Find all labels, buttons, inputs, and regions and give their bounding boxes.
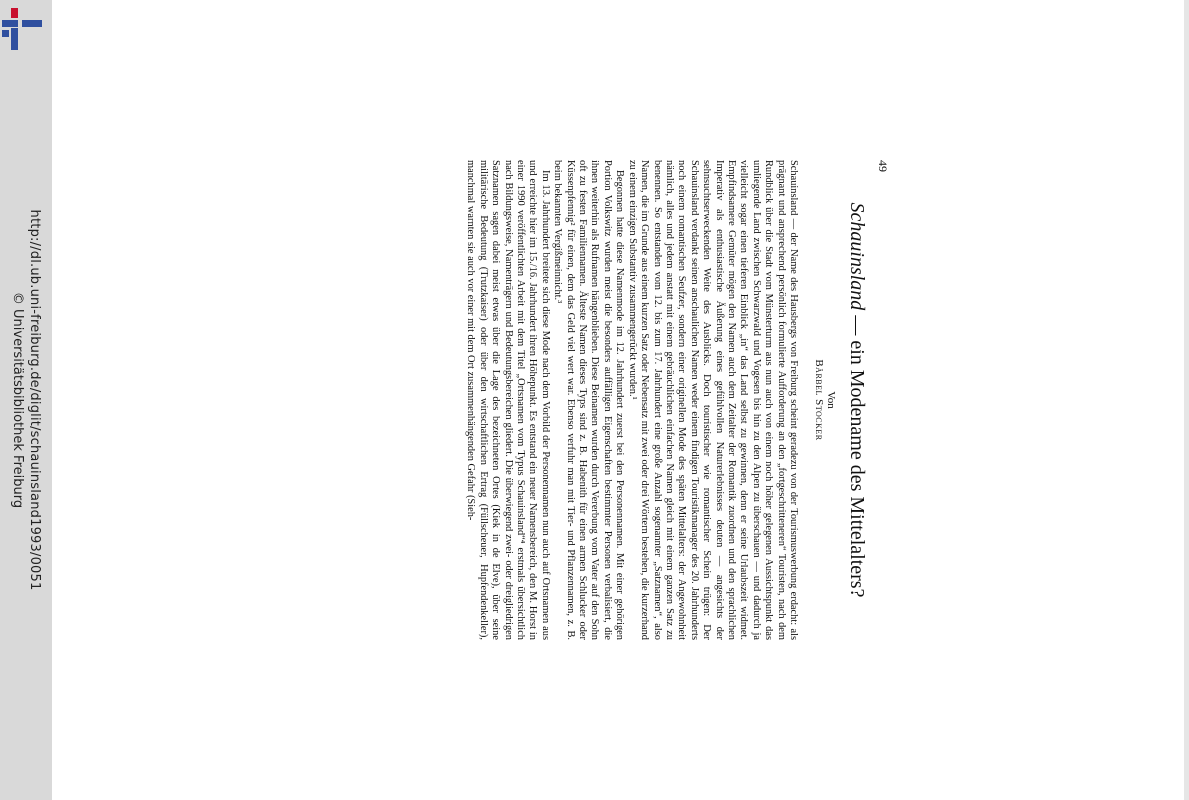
- title-italic: Schauinsland: [846, 202, 868, 311]
- paragraph: Im 13. Jahrhundert breitete sich diese Mode nach dem Vorbild der Personennamen nun auch auf Ortsnamen aus und erreichte hier im 15./16. Jahrhundert ihren Höhepunkt. Es entstand ein neuer Namensbereich, den M. Horst in einer 1990 veröffentlichten Arbeit mit dem Titel „Ortsnamen vom Typus Schauinsland“⁴ erstmals übersichtlich nach Bildungsweise, Namenträgern und Bedeutungsbereichen gliedert. Die überwiegend zwei- oder dreigliedrigen Satznamen sagen dabei meist etwas über die Lage des bezeichneten Ortes (Kiek in de Elve), über seine militärische Bedeutung (Trutzkaiser) oder über den wirtschaftlichen Ertrag (Füllscheuer, Hupfendenkeller), manchmal warnten sie auch vor einer mit dem Ort zusammenhängenden Gefahr (Sieh-: [465, 160, 551, 640]
- copyright-notice: © Universitätsbibliothek Freiburg: [10, 291, 25, 509]
- right-edge-strip: [1184, 0, 1189, 800]
- byline-von: Von: [825, 391, 837, 409]
- body-text: [464, 160, 799, 640]
- paragraph: Schauinsland — der Name des Hausbergs von Freiburg scheint geradezu von der Tourismuswerbung erdacht: als prägnant und ansprechend persönlich formulierte Aufforderung an den „fortgeschritteneren“ Touristen, nach dem Rundblick über die Stadt vom Münsterturm aus nun auch von einem noch höher gelegenen Aussichtspunkt das umliegende Land zwischen Schwarzwald und Vogesen bis hin zu den Alpen zu überschauen — und dadurch ja vielleicht sogar einen tieferen Einblick „in“ das Land selbst zu gewinnen, denn er seine Urlaubszeit widmet. Empfindsamere Gemüter mögen den Namen auch dem Zeitalter der Romantik zuordnen und den sprachlichen Imperativ als enthusiastische Äußerung eines gefühlvollen Naturerlebnisses deuten — angesichts der sehnsuchtserweckenden Weite des Ausblicks. Doch touristischer wie romantischer Schein trügen: Der Schauinsland verdankt seinen anschaulichen Namen weder einem findigen Touristikmanager des 20. Jahrhunderts noch einem romantischen Seufzer, sondern einer originellen Mode des späten Mittelalters: der Angewohnheit nämlich, alles und jedem anstatt mit einem gebräuchlichen einfachen Namen gleich mit einem ganzen Satz zu benennen. So entstanden vom 12. bis zum 17. Jahrhundert eine große Anzahl sogenannter „Satznamen“, also Namen, die im Grunde aus einem kurzen Satz oder Nebensatz mit zwei oder drei Wörtern bestehen, die kurzerhand zu einem einzigen Substantiv zusammengerückt wurden.¹: [626, 160, 799, 640]
- paragraph: Begonnen hatte diese Namenmode im 12. Jahrhundert zuerst bei den Personennamen. Mit einer gehörigen Portion Volkswitz wurden meist die besonders auffälligen Eigenschaften bestimmter Personen verbalisiert, die ihnen weiterhin als Rufnamen hängenblieben. Diese Beinamen wurden durch Vererbung vom Vater auf den Sohn oft zu festen Familiennamen. Älteste Namen dieses Typs sind z. B. Habenith für einen armen Schlucker oder Küssenpfennig² für einen, dem das Geld viel wert war. Ebenso verfuhr man mit Tier- und Pflanzennamen, z. B. beim bekannten Vergißmeinnicht.³: [552, 160, 626, 640]
- scanned-page: [350, 160, 890, 640]
- sidebar-caption: [10, 210, 42, 591]
- title-rest: — ein Modename des Mittelalters?: [846, 310, 868, 598]
- page-number: 49: [876, 160, 890, 172]
- source-url[interactable]: http://dl.ub.uni-freiburg.de/diglit/schauinsland1993/0051: [27, 209, 42, 591]
- sidebar: [0, 0, 52, 800]
- ub-freiburg-logo-icon: [0, 6, 44, 52]
- page-title: [845, 160, 868, 640]
- byline-author: Bärbel Stocker: [813, 359, 825, 441]
